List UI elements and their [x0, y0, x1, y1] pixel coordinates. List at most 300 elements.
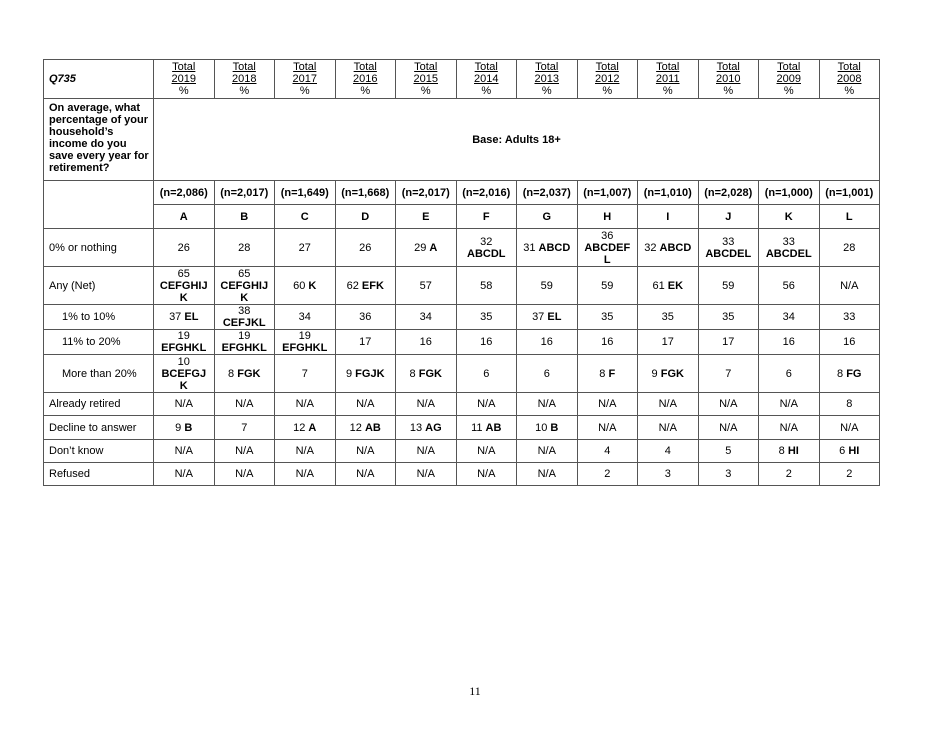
cell-value: 35: [722, 311, 735, 323]
cell-value: 62: [346, 279, 359, 292]
significance-letters: K: [308, 279, 317, 292]
cell-value: 2: [785, 468, 792, 480]
cell-value: 6: [483, 367, 490, 380]
data-cell: [759, 330, 820, 355]
cell-value: N/A: [779, 398, 798, 410]
cell-value: N/A: [598, 421, 617, 434]
column-year: 2015: [413, 73, 438, 85]
data-cell: [819, 393, 880, 416]
blank-header-cell: [44, 181, 154, 229]
cell-value: 59: [722, 279, 735, 292]
significance-letters: A: [429, 241, 438, 254]
cell-value: 12: [349, 421, 362, 434]
cell-value: 3: [725, 468, 732, 480]
cell-value: 8: [778, 445, 785, 457]
column-total-label: Total: [595, 61, 619, 73]
cell-value: 10: [535, 421, 548, 434]
sample-size: (n=1,668): [335, 181, 396, 205]
data-cell: [517, 463, 578, 486]
column-total-label: Total: [232, 61, 256, 73]
question-row: [44, 99, 880, 181]
data-cell: [819, 305, 880, 330]
cell-value: 3: [664, 468, 671, 480]
significance-letters: EFGHKL: [282, 342, 328, 354]
data-cell: [759, 416, 820, 440]
data-cell: [638, 440, 699, 463]
data-cell: [396, 440, 457, 463]
column-header: [819, 60, 880, 99]
cell-value: N/A: [174, 398, 193, 410]
cell-value: 36: [359, 311, 372, 323]
significance-letters: FGJK: [355, 367, 385, 380]
data-cell: [517, 440, 578, 463]
cell-value: 28: [843, 241, 856, 254]
cell-value: 29: [414, 241, 427, 254]
sample-size: (n=1,001): [819, 181, 880, 205]
cell-value: N/A: [840, 279, 859, 292]
cell-value: N/A: [416, 445, 435, 457]
column-year: 2009: [776, 73, 801, 85]
year-header-row: [44, 60, 880, 99]
data-cell: [335, 416, 396, 440]
data-cell: [154, 330, 215, 355]
cell-value: N/A: [174, 445, 193, 457]
column-percent-sign: %: [239, 85, 250, 97]
data-cell: [638, 463, 699, 486]
cell-value: 16: [480, 336, 493, 348]
sample-size-row: [44, 181, 880, 205]
significance-letters: ABCDEL: [765, 247, 812, 260]
data-cell: [456, 463, 517, 486]
significance-letters: BCEFGJ K: [161, 367, 207, 392]
cell-value: 8: [837, 367, 844, 380]
cell-value: 61: [652, 279, 665, 292]
data-cell: [759, 393, 820, 416]
data-cell: [214, 305, 275, 330]
data-cell: [275, 330, 336, 355]
column-total-label: Total: [837, 61, 861, 73]
cell-value: N/A: [295, 445, 314, 457]
data-cell: [517, 416, 578, 440]
significance-letters: ABCDL: [467, 247, 506, 260]
data-cell: [396, 229, 457, 267]
cell-value: 56: [782, 279, 795, 292]
sample-size: (n=2,017): [214, 181, 275, 205]
cell-value: 9: [175, 421, 182, 434]
cell-value: 65: [238, 267, 251, 280]
data-cell: [759, 463, 820, 486]
column-year: 2012: [595, 73, 620, 85]
cell-value: 37: [169, 311, 182, 323]
table-row: [44, 440, 880, 463]
cell-value: 37: [532, 311, 545, 323]
data-cell: [819, 229, 880, 267]
cell-value: 2: [604, 468, 611, 480]
data-cell: [517, 393, 578, 416]
column-percent-sign: %: [723, 85, 734, 97]
cell-value: N/A: [658, 398, 677, 410]
significance-letters: EL: [184, 311, 199, 323]
data-cell: [698, 393, 759, 416]
cell-value: N/A: [356, 398, 375, 410]
cell-value: 17: [359, 336, 372, 348]
data-cell: [517, 267, 578, 305]
data-cell: [275, 416, 336, 440]
data-cell: [577, 393, 638, 416]
column-letter-row: [44, 205, 880, 229]
data-cell: [154, 267, 215, 305]
column-percent-sign: %: [541, 85, 552, 97]
data-cell: [275, 305, 336, 330]
data-cell: [335, 393, 396, 416]
column-total-label: Total: [716, 61, 740, 73]
cell-value: 16: [419, 336, 432, 348]
significance-letters: B: [550, 421, 559, 434]
cell-value: 8: [599, 367, 606, 380]
column-percent-sign: %: [360, 85, 371, 97]
cell-value: 5: [725, 445, 732, 457]
cell-value: 16: [782, 336, 795, 348]
table-row: [44, 355, 880, 393]
significance-letters: EFGHKL: [221, 342, 267, 354]
table-row: [44, 267, 880, 305]
significance-letters: FGK: [237, 367, 261, 380]
cell-value: N/A: [356, 445, 375, 457]
significance-letters: EFK: [361, 279, 384, 292]
cell-value: 34: [419, 311, 432, 323]
column-header: [214, 60, 275, 99]
sample-size: (n=2,028): [698, 181, 759, 205]
cell-value: 26: [359, 241, 372, 254]
column-total-label: Total: [172, 61, 196, 73]
base-label: Base: Adults 18+: [154, 99, 880, 181]
column-percent-sign: %: [783, 85, 794, 97]
cell-value: 33: [843, 311, 856, 323]
data-cell: [517, 330, 578, 355]
significance-letters: FGK: [660, 367, 684, 380]
column-percent-sign: %: [299, 85, 310, 97]
data-cell: [456, 229, 517, 267]
data-cell: [456, 416, 517, 440]
data-cell: [335, 305, 396, 330]
data-cell: [154, 440, 215, 463]
data-cell: [214, 393, 275, 416]
cell-value: N/A: [356, 468, 375, 480]
cell-value: 27: [298, 241, 311, 254]
column-letter: G: [517, 205, 578, 229]
column-total-label: Total: [353, 61, 377, 73]
cell-value: N/A: [235, 445, 254, 457]
significance-letters: EL: [547, 311, 562, 323]
significance-letters: ABCDEF L: [584, 241, 631, 266]
significance-letters: FG: [846, 367, 862, 380]
cell-value: 31: [523, 241, 536, 254]
row-label: Don’t know: [44, 440, 154, 463]
data-cell: [214, 229, 275, 267]
cell-value: 35: [480, 311, 493, 323]
data-cell: [335, 440, 396, 463]
row-label: Refused: [44, 463, 154, 486]
cell-value: 17: [661, 336, 674, 348]
sample-size: (n=2,086): [154, 181, 215, 205]
data-cell: [396, 416, 457, 440]
cell-value: N/A: [477, 398, 496, 410]
significance-letters: EFGHKL: [161, 342, 207, 354]
cell-value: N/A: [295, 468, 314, 480]
data-cell: [154, 305, 215, 330]
data-cell: [759, 305, 820, 330]
column-letter: L: [819, 205, 880, 229]
column-percent-sign: %: [420, 85, 431, 97]
column-total-label: Total: [474, 61, 498, 73]
column-header: [275, 60, 336, 99]
row-label: 1% to 10%: [44, 305, 154, 330]
question-text: On average, what percentage of your household’s income do you save every year for retirement?: [44, 99, 154, 181]
significance-letters: B: [184, 421, 193, 434]
table-row: [44, 416, 880, 440]
data-cell: [275, 229, 336, 267]
data-cell: [638, 355, 699, 393]
cell-value: 59: [540, 279, 553, 292]
cell-value: 2: [846, 468, 853, 480]
row-label: Any (Net): [44, 267, 154, 305]
row-label: Decline to answer: [44, 416, 154, 440]
cell-value: 7: [241, 421, 248, 434]
significance-letters: AB: [364, 421, 381, 434]
data-cell: [456, 440, 517, 463]
column-header: [396, 60, 457, 99]
data-cell: [577, 416, 638, 440]
significance-letters: EK: [667, 279, 684, 292]
column-percent-sign: %: [662, 85, 673, 97]
data-cell: [154, 416, 215, 440]
column-year: 2017: [292, 73, 317, 85]
data-cell: [759, 267, 820, 305]
table-row: [44, 229, 880, 267]
column-percent-sign: %: [844, 85, 855, 97]
cell-value: 57: [419, 279, 432, 292]
column-percent-sign: %: [602, 85, 613, 97]
data-cell: [819, 330, 880, 355]
data-cell: [396, 463, 457, 486]
cell-value: 4: [604, 445, 611, 457]
data-cell: [577, 355, 638, 393]
cell-value: 4: [664, 445, 671, 457]
cell-value: 7: [301, 367, 308, 380]
data-cell: [335, 330, 396, 355]
cell-value: 34: [782, 311, 795, 323]
data-cell: [759, 440, 820, 463]
column-header: [456, 60, 517, 99]
cell-value: 19: [238, 330, 251, 342]
cell-value: 65: [177, 267, 190, 280]
significance-letters: CEFGHIJ K: [159, 279, 208, 304]
data-cell: [214, 355, 275, 393]
column-letter: A: [154, 205, 215, 229]
data-cell: [275, 463, 336, 486]
significance-letters: CEFJKL: [222, 317, 266, 329]
data-cell: [214, 267, 275, 305]
data-cell: [638, 330, 699, 355]
significance-letters: ABCD: [538, 241, 571, 254]
column-year: 2011: [655, 73, 680, 85]
data-cell: [517, 229, 578, 267]
cell-value: 32: [644, 241, 657, 254]
data-cell: [638, 267, 699, 305]
column-year: 2010: [716, 73, 741, 85]
cell-value: N/A: [235, 398, 254, 410]
column-year: 2018: [232, 73, 257, 85]
cell-value: 9: [651, 367, 658, 380]
cell-value: 10: [177, 355, 190, 368]
row-label: 0% or nothing: [44, 229, 154, 267]
data-cell: [456, 355, 517, 393]
cell-value: N/A: [416, 398, 435, 410]
cell-value: N/A: [174, 468, 193, 480]
data-cell: [759, 355, 820, 393]
sample-size: (n=1,649): [275, 181, 336, 205]
data-cell: [335, 267, 396, 305]
column-letter: C: [275, 205, 336, 229]
data-cell: [698, 416, 759, 440]
column-letter: K: [759, 205, 820, 229]
data-cell: [638, 416, 699, 440]
data-cell: [335, 355, 396, 393]
data-cell: [456, 267, 517, 305]
cell-value: N/A: [416, 468, 435, 480]
data-cell: [577, 440, 638, 463]
cell-value: 9: [345, 367, 353, 380]
cell-value: N/A: [598, 398, 617, 410]
data-cell: [819, 440, 880, 463]
column-header: [759, 60, 820, 99]
data-cell: [214, 463, 275, 486]
data-cell: [819, 267, 880, 305]
data-cell: [275, 393, 336, 416]
column-percent-sign: %: [178, 85, 189, 97]
cell-value: 7: [725, 367, 732, 380]
cell-value: N/A: [537, 398, 556, 410]
table-row: [44, 330, 880, 355]
data-cell: [698, 229, 759, 267]
column-total-label: Total: [414, 61, 438, 73]
cell-value: 17: [722, 336, 735, 348]
column-letter: J: [698, 205, 759, 229]
cell-value: N/A: [719, 421, 738, 434]
significance-letters: F: [608, 367, 616, 380]
data-cell: [698, 463, 759, 486]
data-cell: [214, 416, 275, 440]
row-label: 11% to 20%: [44, 330, 154, 355]
question-id: Q735: [44, 60, 154, 99]
data-cell: [819, 355, 880, 393]
data-cell: [698, 440, 759, 463]
cell-value: N/A: [537, 468, 556, 480]
significance-letters: HI: [848, 445, 860, 457]
survey-table: [43, 59, 880, 486]
cell-value: 16: [540, 336, 553, 348]
column-letter: H: [577, 205, 638, 229]
column-header: [517, 60, 578, 99]
column-total-label: Total: [777, 61, 801, 73]
data-cell: [154, 393, 215, 416]
cell-value: 58: [480, 279, 493, 292]
column-total-label: Total: [656, 61, 680, 73]
column-total-label: Total: [535, 61, 559, 73]
sample-size: (n=1,007): [577, 181, 638, 205]
cell-value: 33: [782, 235, 795, 248]
cell-value: N/A: [235, 468, 254, 480]
column-letter: B: [214, 205, 275, 229]
data-cell: [819, 416, 880, 440]
sample-size: (n=2,037): [517, 181, 578, 205]
cell-value: 8: [846, 398, 853, 410]
data-cell: [759, 229, 820, 267]
cell-value: 35: [661, 311, 674, 323]
data-cell: [396, 393, 457, 416]
column-header: [638, 60, 699, 99]
significance-letters: AB: [485, 421, 502, 434]
column-letter: F: [456, 205, 517, 229]
data-cell: [396, 267, 457, 305]
data-cell: [698, 330, 759, 355]
page-number: 11: [469, 684, 481, 698]
cell-value: 32: [480, 235, 493, 248]
table-row: [44, 463, 880, 486]
cell-value: 59: [601, 279, 614, 292]
column-header: [577, 60, 638, 99]
cell-value: 16: [601, 336, 614, 348]
data-cell: [517, 355, 578, 393]
column-total-label: Total: [293, 61, 317, 73]
cell-value: 13: [409, 421, 423, 434]
sample-size: (n=2,016): [456, 181, 517, 205]
sample-size: (n=2,017): [396, 181, 457, 205]
table-row: [44, 393, 880, 416]
data-cell: [335, 229, 396, 267]
data-cell: [638, 229, 699, 267]
sample-size: (n=1,000): [759, 181, 820, 205]
column-year: 2014: [474, 73, 499, 85]
data-cell: [396, 355, 457, 393]
cell-value: 19: [298, 330, 311, 342]
data-cell: [154, 463, 215, 486]
data-cell: [638, 393, 699, 416]
data-cell: [698, 267, 759, 305]
column-year: 2013: [534, 73, 559, 85]
cell-value: 6: [839, 445, 846, 457]
cell-value: N/A: [477, 468, 496, 480]
data-cell: [214, 440, 275, 463]
sample-size: (n=1,010): [638, 181, 699, 205]
cell-value: 19: [177, 330, 190, 342]
cell-value: N/A: [719, 398, 738, 410]
cell-value: N/A: [840, 421, 859, 434]
column-letter: E: [396, 205, 457, 229]
data-cell: [275, 267, 336, 305]
cell-value: 33: [722, 235, 735, 248]
significance-letters: ABCD: [659, 241, 692, 254]
data-cell: [396, 305, 457, 330]
cell-value: 60: [293, 279, 306, 292]
data-cell: [517, 305, 578, 330]
table-row: [44, 305, 880, 330]
cell-value: N/A: [779, 421, 798, 434]
significance-letters: HI: [787, 445, 799, 457]
data-cell: [577, 305, 638, 330]
row-label: More than 20%: [44, 355, 154, 393]
cell-value: 11: [471, 421, 483, 434]
